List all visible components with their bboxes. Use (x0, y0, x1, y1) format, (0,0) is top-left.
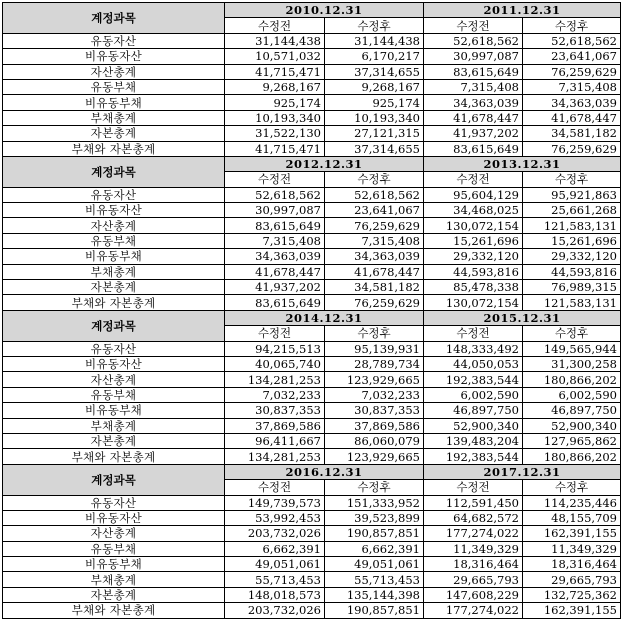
amount-cell: 7,315,408 (225, 233, 325, 248)
table-row (3, 557, 621, 572)
account-name: 부채총계 (3, 264, 225, 279)
account-name: 유동부채 (3, 233, 225, 248)
table-row (3, 418, 621, 433)
amount-cell: 83,615,649 (225, 295, 325, 310)
amount-cell: 6,662,391 (325, 541, 424, 556)
amount-cell: 44,050,053 (424, 356, 523, 371)
amount-cell: 6,170,217 (325, 49, 424, 64)
amount-cell: 31,522,130 (225, 126, 325, 141)
amount-cell: 23,641,067 (523, 49, 621, 64)
amount-cell: 41,715,471 (225, 64, 325, 79)
account-name: 부채총계 (3, 418, 225, 433)
amount-cell: 44,593,816 (424, 264, 523, 279)
table-row (3, 49, 621, 64)
amount-cell: 49,051,061 (225, 557, 325, 572)
table-row (3, 433, 621, 448)
period-date-header: 2011.12.31 (424, 3, 621, 18)
financial-statement-table (2, 2, 621, 619)
amount-cell: 83,615,649 (424, 64, 523, 79)
period-date-header: 2015.12.31 (424, 310, 621, 325)
account-name: 유동자산 (3, 33, 225, 48)
amount-cell: 34,581,182 (523, 126, 621, 141)
amount-cell: 34,363,039 (424, 95, 523, 110)
table-row (3, 387, 621, 402)
amount-cell: 7,032,233 (225, 387, 325, 402)
amount-cell: 7,032,233 (325, 387, 424, 402)
amount-cell: 39,523,899 (325, 510, 424, 525)
amount-cell: 34,363,039 (225, 249, 325, 264)
amount-cell: 44,593,816 (523, 264, 621, 279)
account-name: 유동자산 (3, 187, 225, 202)
amount-cell: 6,002,590 (424, 387, 523, 402)
table-row (3, 526, 621, 541)
table-row (3, 295, 621, 310)
after-adjustment-header: 수정후 (325, 18, 424, 33)
after-adjustment-header: 수정후 (523, 480, 621, 495)
after-adjustment-header: 수정후 (523, 172, 621, 187)
amount-cell: 25,661,268 (523, 203, 621, 218)
amount-cell: 180,866,202 (523, 449, 621, 464)
amount-cell: 925,174 (325, 95, 424, 110)
account-column-header: 계정과목 (3, 464, 225, 495)
account-name: 비유동자산 (3, 510, 225, 525)
account-name: 자산총계 (3, 526, 225, 541)
table-row (3, 203, 621, 218)
period-date-header: 2017.12.31 (424, 464, 621, 479)
amount-cell: 41,678,447 (325, 264, 424, 279)
amount-cell: 162,391,155 (523, 603, 621, 618)
amount-cell: 83,615,649 (225, 218, 325, 233)
account-name: 비유동자산 (3, 356, 225, 371)
amount-cell: 34,468,025 (424, 203, 523, 218)
amount-cell: 192,383,544 (424, 372, 523, 387)
amount-cell: 134,281,253 (225, 372, 325, 387)
amount-cell: 6,002,590 (523, 387, 621, 402)
account-name: 유동부채 (3, 541, 225, 556)
period-block (3, 3, 621, 157)
amount-cell: 52,900,340 (424, 418, 523, 433)
amount-cell: 7,315,408 (424, 79, 523, 94)
amount-cell: 134,281,253 (225, 449, 325, 464)
amount-cell: 192,383,544 (424, 449, 523, 464)
account-name: 유동부채 (3, 387, 225, 402)
amount-cell: 10,193,340 (325, 110, 424, 125)
amount-cell: 30,997,087 (424, 49, 523, 64)
amount-cell: 147,608,229 (424, 587, 523, 602)
after-adjustment-header: 수정후 (325, 480, 424, 495)
table-row (3, 33, 621, 48)
amount-cell: 37,869,586 (325, 418, 424, 433)
amount-cell: 10,571,032 (225, 49, 325, 64)
account-name: 자산총계 (3, 64, 225, 79)
after-adjustment-header: 수정후 (523, 18, 621, 33)
account-name: 자본총계 (3, 126, 225, 141)
account-name: 자산총계 (3, 218, 225, 233)
amount-cell: 10,193,340 (225, 110, 325, 125)
amount-cell: 30,837,353 (225, 403, 325, 418)
amount-cell: 34,363,039 (523, 95, 621, 110)
amount-cell: 37,314,655 (325, 141, 424, 156)
amount-cell: 180,866,202 (523, 372, 621, 387)
period-header-row (3, 464, 621, 479)
after-adjustment-header: 수정후 (523, 326, 621, 341)
amount-cell: 34,363,039 (325, 249, 424, 264)
amount-cell: 31,144,438 (325, 33, 424, 48)
period-header-row (3, 3, 621, 18)
before-adjustment-header: 수정전 (424, 18, 523, 33)
table-row (3, 95, 621, 110)
amount-cell: 48,155,709 (523, 510, 621, 525)
after-adjustment-header: 수정후 (325, 172, 424, 187)
table-row (3, 356, 621, 371)
amount-cell: 86,060,079 (325, 433, 424, 448)
amount-cell: 41,715,471 (225, 141, 325, 156)
period-header-row (3, 310, 621, 325)
amount-cell: 151,333,952 (325, 495, 424, 510)
amount-cell: 52,618,562 (523, 33, 621, 48)
table-row (3, 187, 621, 202)
account-name: 유동자산 (3, 341, 225, 356)
amount-cell: 30,997,087 (225, 203, 325, 218)
amount-cell: 41,937,202 (424, 126, 523, 141)
amount-cell: 203,732,026 (225, 603, 325, 618)
account-name: 비유동자산 (3, 203, 225, 218)
amount-cell: 7,315,408 (325, 233, 424, 248)
account-name: 유동부채 (3, 79, 225, 94)
amount-cell: 123,929,665 (325, 372, 424, 387)
period-date-header: 2014.12.31 (225, 310, 424, 325)
amount-cell: 52,618,562 (225, 187, 325, 202)
table-row (3, 264, 621, 279)
amount-cell: 203,732,026 (225, 526, 325, 541)
account-name: 자본총계 (3, 587, 225, 602)
amount-cell: 148,018,573 (225, 587, 325, 602)
amount-cell: 76,259,629 (523, 64, 621, 79)
amount-cell: 83,615,649 (424, 141, 523, 156)
table-row (3, 64, 621, 79)
amount-cell: 177,274,022 (424, 526, 523, 541)
amount-cell: 76,259,629 (523, 141, 621, 156)
period-date-header: 2010.12.31 (225, 3, 424, 18)
table-row (3, 280, 621, 295)
account-column-header: 계정과목 (3, 310, 225, 341)
amount-cell: 130,072,154 (424, 295, 523, 310)
before-adjustment-header: 수정전 (424, 326, 523, 341)
account-name: 유동자산 (3, 495, 225, 510)
amount-cell: 121,583,131 (523, 218, 621, 233)
amount-cell: 55,713,453 (225, 572, 325, 587)
period-block (3, 464, 621, 618)
amount-cell: 6,662,391 (225, 541, 325, 556)
table-row (3, 572, 621, 587)
period-block (3, 310, 621, 464)
amount-cell: 37,314,655 (325, 64, 424, 79)
amount-cell: 46,897,750 (523, 403, 621, 418)
table-row (3, 495, 621, 510)
amount-cell: 112,591,450 (424, 495, 523, 510)
amount-cell: 41,937,202 (225, 280, 325, 295)
amount-cell: 30,837,353 (325, 403, 424, 418)
account-name: 비유동부채 (3, 557, 225, 572)
account-name: 부채와 자본총계 (3, 449, 225, 464)
amount-cell: 53,992,453 (225, 510, 325, 525)
amount-cell: 95,604,129 (424, 187, 523, 202)
amount-cell: 76,989,315 (523, 280, 621, 295)
amount-cell: 52,618,562 (325, 187, 424, 202)
amount-cell: 94,215,513 (225, 341, 325, 356)
amount-cell: 15,261,696 (424, 233, 523, 248)
amount-cell: 190,857,851 (325, 603, 424, 618)
amount-cell: 9,268,167 (225, 79, 325, 94)
amount-cell: 149,739,573 (225, 495, 325, 510)
amount-cell: 162,391,155 (523, 526, 621, 541)
amount-cell: 135,144,398 (325, 587, 424, 602)
amount-cell: 23,641,067 (325, 203, 424, 218)
amount-cell: 149,565,944 (523, 341, 621, 356)
amount-cell: 9,268,167 (325, 79, 424, 94)
amount-cell: 46,897,750 (424, 403, 523, 418)
table-row (3, 218, 621, 233)
table-row (3, 541, 621, 556)
account-name: 부채와 자본총계 (3, 603, 225, 618)
before-adjustment-header: 수정전 (225, 480, 325, 495)
amount-cell: 55,713,453 (325, 572, 424, 587)
amount-cell: 190,857,851 (325, 526, 424, 541)
amount-cell: 85,478,338 (424, 280, 523, 295)
table-row (3, 233, 621, 248)
amount-cell: 28,789,734 (325, 356, 424, 371)
amount-cell: 7,315,408 (523, 79, 621, 94)
amount-cell: 27,121,315 (325, 126, 424, 141)
table-row (3, 79, 621, 94)
amount-cell: 40,065,740 (225, 356, 325, 371)
table-row (3, 110, 621, 125)
amount-cell: 49,051,061 (325, 557, 424, 572)
amount-cell: 925,174 (225, 95, 325, 110)
amount-cell: 31,300,258 (523, 356, 621, 371)
table-row (3, 341, 621, 356)
period-date-header: 2013.12.31 (424, 156, 621, 171)
table-row (3, 372, 621, 387)
amount-cell: 95,139,931 (325, 341, 424, 356)
table-row (3, 510, 621, 525)
table-row (3, 587, 621, 602)
account-name: 자본총계 (3, 280, 225, 295)
amount-cell: 121,583,131 (523, 295, 621, 310)
amount-cell: 123,929,665 (325, 449, 424, 464)
account-name: 부채총계 (3, 572, 225, 587)
table-row (3, 249, 621, 264)
table-row (3, 449, 621, 464)
financial-table-container (2, 2, 621, 619)
amount-cell: 148,333,492 (424, 341, 523, 356)
before-adjustment-header: 수정전 (225, 18, 325, 33)
amount-cell: 76,259,629 (325, 218, 424, 233)
account-name: 비유동부채 (3, 403, 225, 418)
account-name: 부채와 자본총계 (3, 295, 225, 310)
amount-cell: 64,682,572 (424, 510, 523, 525)
amount-cell: 52,900,340 (523, 418, 621, 433)
amount-cell: 114,235,446 (523, 495, 621, 510)
period-block (3, 156, 621, 310)
amount-cell: 37,869,586 (225, 418, 325, 433)
amount-cell: 130,072,154 (424, 218, 523, 233)
amount-cell: 18,316,464 (424, 557, 523, 572)
amount-cell: 18,316,464 (523, 557, 621, 572)
account-column-header: 계정과목 (3, 3, 225, 34)
amount-cell: 11,349,329 (424, 541, 523, 556)
amount-cell: 41,678,447 (523, 110, 621, 125)
table-row (3, 141, 621, 156)
account-column-header: 계정과목 (3, 156, 225, 187)
account-name: 부채총계 (3, 110, 225, 125)
amount-cell: 76,259,629 (325, 295, 424, 310)
amount-cell: 139,483,204 (424, 433, 523, 448)
amount-cell: 41,678,447 (424, 110, 523, 125)
before-adjustment-header: 수정전 (424, 480, 523, 495)
amount-cell: 29,665,793 (523, 572, 621, 587)
amount-cell: 132,725,362 (523, 587, 621, 602)
table-row (3, 603, 621, 618)
amount-cell: 41,678,447 (225, 264, 325, 279)
amount-cell: 15,261,696 (523, 233, 621, 248)
amount-cell: 29,332,120 (424, 249, 523, 264)
amount-cell: 31,144,438 (225, 33, 325, 48)
table-row (3, 126, 621, 141)
amount-cell: 52,618,562 (424, 33, 523, 48)
amount-cell: 34,581,182 (325, 280, 424, 295)
amount-cell: 29,665,793 (424, 572, 523, 587)
table-row (3, 403, 621, 418)
amount-cell: 29,332,120 (523, 249, 621, 264)
period-header-row (3, 156, 621, 171)
before-adjustment-header: 수정전 (225, 326, 325, 341)
before-adjustment-header: 수정전 (225, 172, 325, 187)
account-name: 부채와 자본총계 (3, 141, 225, 156)
account-name: 자산총계 (3, 372, 225, 387)
amount-cell: 127,965,862 (523, 433, 621, 448)
account-name: 비유동부채 (3, 249, 225, 264)
amount-cell: 96,411,667 (225, 433, 325, 448)
account-name: 비유동부채 (3, 95, 225, 110)
account-name: 비유동자산 (3, 49, 225, 64)
before-adjustment-header: 수정전 (424, 172, 523, 187)
amount-cell: 11,349,329 (523, 541, 621, 556)
period-date-header: 2012.12.31 (225, 156, 424, 171)
amount-cell: 177,274,022 (424, 603, 523, 618)
after-adjustment-header: 수정후 (325, 326, 424, 341)
period-date-header: 2016.12.31 (225, 464, 424, 479)
amount-cell: 95,921,863 (523, 187, 621, 202)
account-name: 자본총계 (3, 433, 225, 448)
